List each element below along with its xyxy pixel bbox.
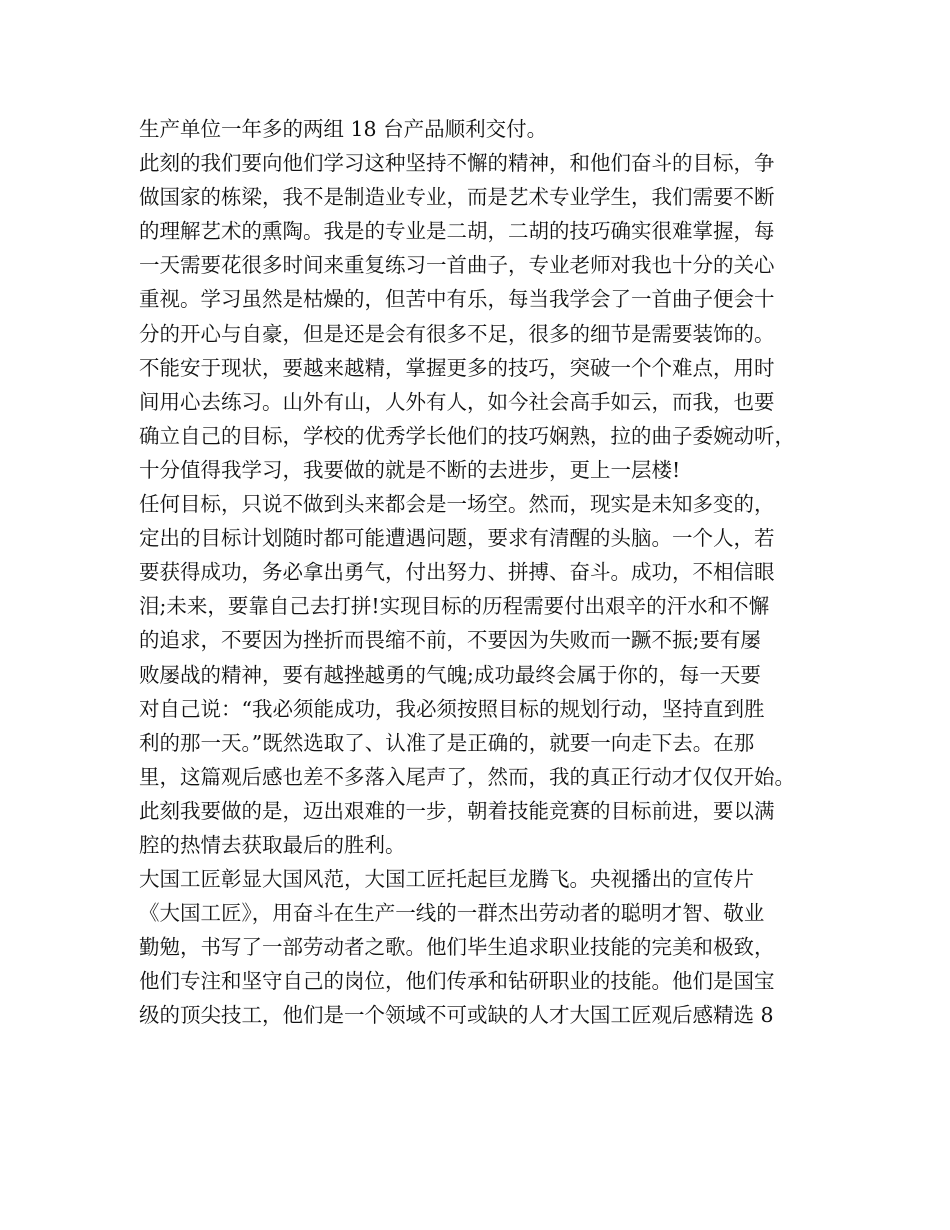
text-line: 确立自己的目标，学校的优秀学长他们的技巧娴熟，拉的曲子委婉动听， bbox=[139, 423, 795, 448]
text-line: 腔的热情去获取最后的胜利。 bbox=[139, 832, 406, 857]
text-line: 此刻我要做的是，迈出艰难的一步，朝着技能竞赛的目标前进，要以满 bbox=[139, 798, 775, 823]
text-line: 败屡战的精神，要有越挫越勇的气魄;成功最终会属于你的，每一天要 bbox=[139, 662, 761, 687]
text-line: 十分值得我学习，我要做的就是不断的去进步，更上一层楼! bbox=[139, 457, 681, 482]
text-line: 利的那一天。”既然选取了、认准了是正确的，就要一向走下去。在那 bbox=[139, 730, 755, 755]
text-line: 里，这篇观后感也差不多落入尾声了，然而，我的真正行动才仅仅开始。 bbox=[139, 764, 795, 789]
text-line: 《大国工匠》，用奋斗在生产一线的一群杰出劳动者的聪明才智、敬业 bbox=[139, 901, 765, 926]
text-line: 做国家的栋梁，我不是制造业专业，而是艺术专业学生，我们需要不断 bbox=[139, 185, 775, 210]
text-line: 分的开心与自豪，但是还是会有很多不足，很多的细节是需要装饰的。 bbox=[139, 321, 775, 346]
text-line: 重视。学习虽然是枯燥的，但苦中有乐，每当我学会了一首曲子便会十 bbox=[139, 287, 775, 312]
text-line: 勤勉，书写了一部劳动者之歌。他们毕生追求职业技能的完美和极致， bbox=[139, 935, 775, 960]
body-text bbox=[139, 112, 829, 1033]
text-line: 任何目标，只说不做到头来都会是一场空。然而，现实是未知多变的， bbox=[139, 492, 775, 517]
text-line: 定出的目标计划随时都可能遭遇问题，要求有清醒的头脑。一个人，若 bbox=[139, 526, 775, 551]
text-line: 的理解艺术的熏陶。我是的专业是二胡，二胡的技巧确实很难掌握，每 bbox=[139, 219, 775, 244]
text-line: 此刻的我们要向他们学习这种坚持不懈的精神，和他们奋斗的目标，争 bbox=[139, 151, 775, 176]
text-line: 大国工匠彰显大国风范，大国工匠托起巨龙腾飞。央视播出的宣传片 bbox=[139, 867, 754, 892]
text-line: 生产单位一年多的两组 18 台产品顺利交付。 bbox=[139, 117, 548, 141]
text-line: 不能安于现状，要越来越精，掌握更多的技巧，突破一个个难点，用时 bbox=[139, 355, 775, 380]
text-line: 他们专注和坚守自己的岗位，他们传承和钻研职业的技能。他们是国宝 bbox=[139, 969, 775, 994]
text-line: 级的顶尖技工，他们是一个领域不可或缺的人才大国工匠观后感精选 8 bbox=[139, 1003, 774, 1028]
text-line: 要获得成功，务必拿出勇气，付出努力、拼搏、奋斗。成功，不相信眼 bbox=[139, 560, 775, 585]
text-line: 对自己说：“我必须能成功，我必须按照目标的规划行动，坚持直到胜 bbox=[139, 696, 765, 721]
text-line: 的追求，不要因为挫折而畏缩不前，不要因为失败而一蹶不振;要有屡 bbox=[139, 628, 761, 653]
text-line: 间用心去练习。山外有山，人外有人，如今社会高手如云，而我，也要 bbox=[139, 389, 775, 414]
text-line: 一天需要花很多时间来重复练习一首曲子，专业老师对我也十分的关心 bbox=[139, 253, 775, 278]
text-line: 泪;未来，要靠自己去打拼!实现目标的历程需要付出艰辛的汗水和不懈 bbox=[139, 594, 770, 619]
